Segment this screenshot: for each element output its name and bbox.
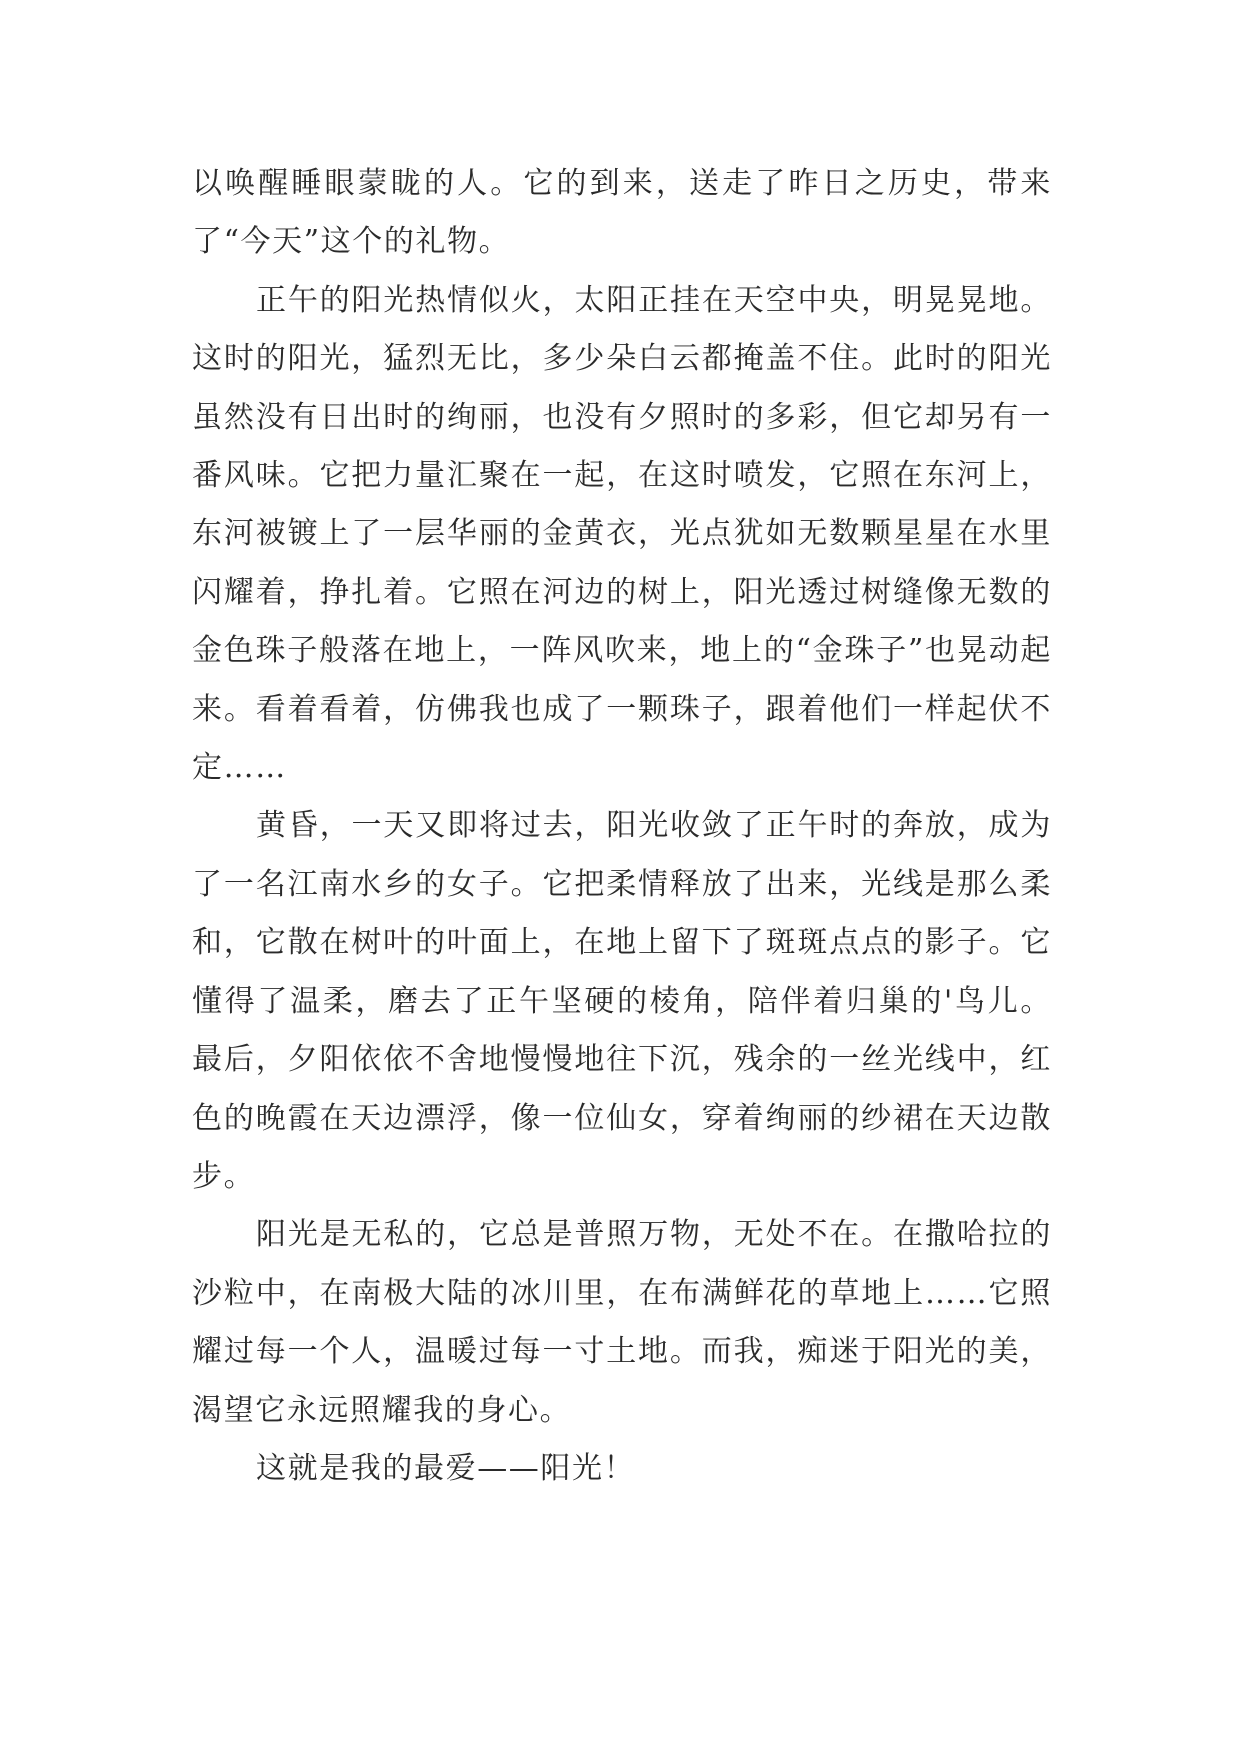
- paragraph-morning-end: 以唤醒睡眼蒙眬的人。它的到来，送走了昨日之历史，带来了“今天”这个的礼物。: [192, 166, 1052, 260]
- document-body: [192, 155, 1052, 1498]
- paragraph-dusk: 黄昏，一天又即将过去，阳光收敛了正午时的奔放，成为了一名江南水乡的女子。它把柔情释放了出来，光线是那么柔和，它散在树叶的叶面上，在地上留下了斑斑点点的影子。它懂得了温柔，磨去了正午坚硬的棱角，陪伴着归巢的'鸟儿。最后，夕阳依依不舍地慢慢地往下沉，残余的一丝光线中，红色的晚霞在天边漂浮，像一位仙女，穿着绚丽的纱裙在天边散步。: [192, 808, 1052, 1194]
- paragraph-conclusion: 这就是我的最爱——阳光！: [256, 1450, 636, 1486]
- paragraph-noon: 正午的阳光热情似火，太阳正挂在天空中央，明晃晃地。这时的阳光，猛烈无比，多少朵白云都掩盖不住。此时的阳光虽然没有日出时的绚丽，也没有夕照时的多彩，但它却另有一番风味。它把力量汇聚在一起，在这时喷发，它照在东河上，东河被镀上了一层华丽的金黄衣，光点犹如无数颗星星在水里闪耀着，挣扎着。它照在河边的树上，阳光透过树缝像无数的金色珠子般落在地上，一阵风吹来，地上的“金珠子”也晃动起来。看着看着，仿佛我也成了一颗珠子，跟着他们一样起伏不定……: [192, 282, 1052, 786]
- paragraph-selfless-sunlight: 阳光是无私的，它总是普照万物，无处不在。在撒哈拉的沙粒中，在南极大陆的冰川里，在布满鲜花的草地上……它照耀过每一个人，温暖过每一寸土地。而我，痴迷于阳光的美，渴望它永远照耀我的身心。: [192, 1217, 1052, 1428]
